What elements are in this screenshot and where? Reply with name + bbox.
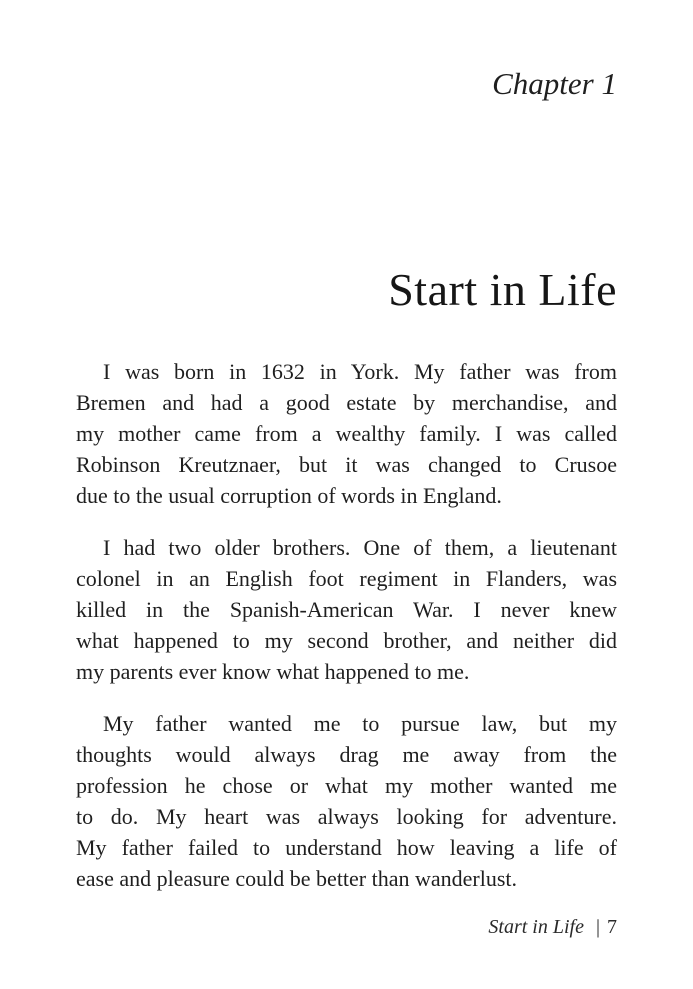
footer-separator: |: [595, 916, 600, 938]
running-footer: [488, 915, 617, 939]
text-line: My father wanted me to pursue law, but my: [103, 711, 617, 736]
text-line: thoughts would always drag me away from the: [76, 742, 617, 767]
text-line: I was born in 1632 in York. My father was from: [103, 359, 617, 384]
text-line: My father failed to understand how leaving a life of: [76, 835, 617, 860]
paragraph: [76, 532, 617, 687]
text-line: Bremen and had a good estate by merchandise, and: [76, 390, 617, 415]
text-line: Robinson Kreutznaer, but it was changed to Crusoe: [76, 452, 617, 477]
footer-page-number: 7: [607, 916, 617, 938]
paragraph: [76, 708, 617, 894]
text-line: my mother came from a wealthy family. I was called: [76, 421, 617, 446]
text-line: I had two older brothers. One of them, a lieutenant: [103, 535, 617, 560]
body-text: [76, 356, 617, 894]
chapter-heading: Chapter 1: [492, 66, 617, 101]
page-title: Start in Life: [388, 264, 617, 315]
text-line: killed in the Spanish-American War. I never knew: [76, 597, 617, 622]
text-line: due to the usual corruption of words in England.: [76, 483, 502, 508]
footer-running-title: Start in Life: [488, 916, 584, 938]
text-line: what happened to my second brother, and neither did: [76, 628, 617, 653]
paragraph: [76, 356, 617, 511]
text-line: profession he chose or what my mother wanted me: [76, 773, 617, 798]
text-line: to do. My heart was always looking for adventure.: [76, 804, 617, 829]
text-line: colonel in an English foot regiment in Flanders, was: [76, 566, 617, 591]
text-line: ease and pleasure could be better than wanderlust.: [76, 866, 518, 891]
text-line: my parents ever know what happened to me.: [76, 659, 470, 684]
